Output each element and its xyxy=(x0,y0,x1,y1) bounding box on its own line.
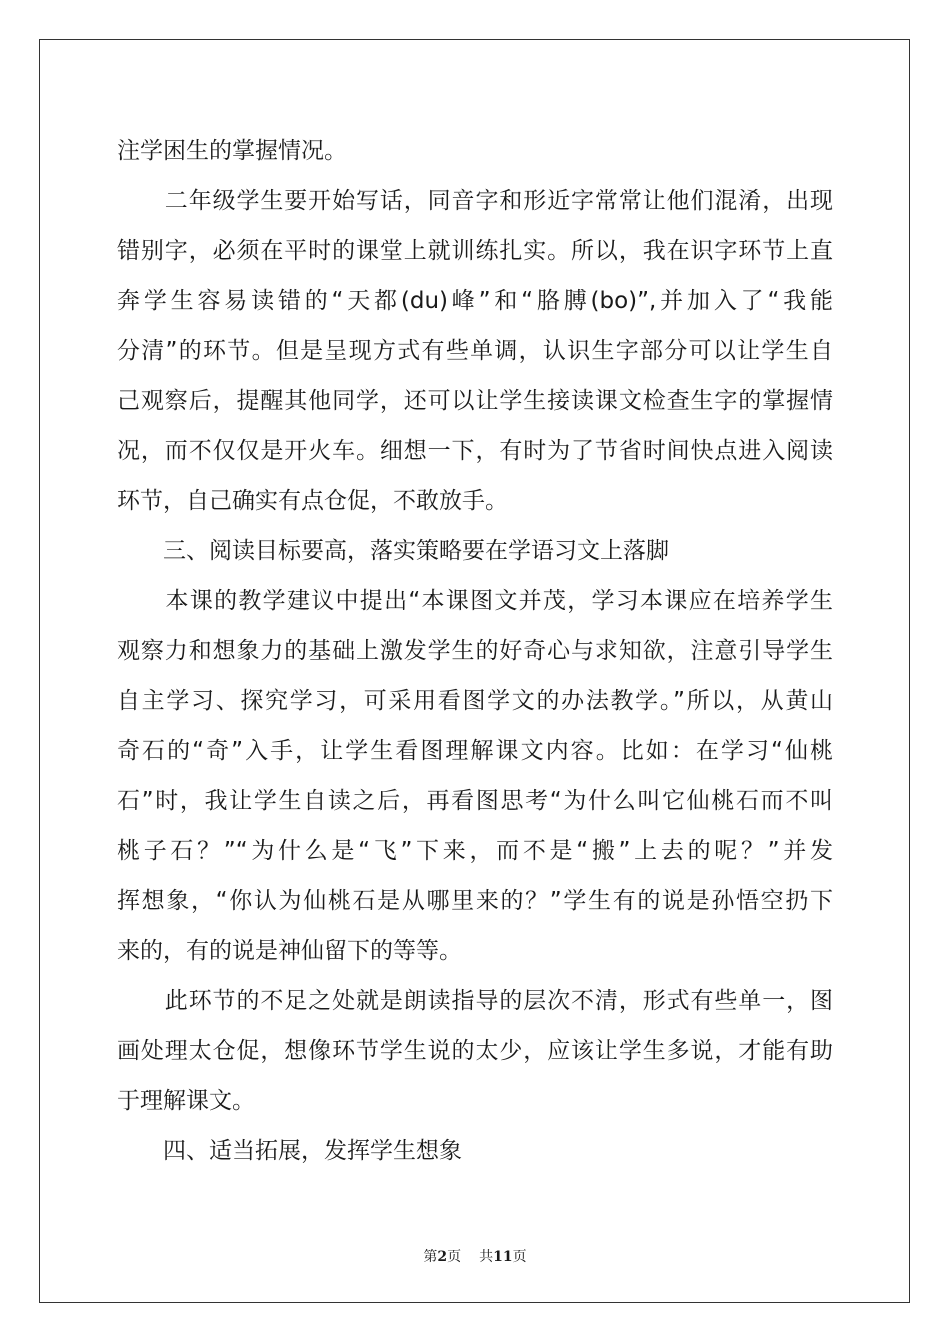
total-pages: 11 xyxy=(493,1249,513,1265)
text-line: 石”时，我让学生自读之后，再看图思考“为什么叫它仙桃石而不叫 xyxy=(117,788,833,814)
text-line: 观察力和想象力的基础上激发学生的好奇心与求知欲，注意引导学生 xyxy=(117,638,833,664)
text-line: 况，而不仅仅是开火车。细想一下，有时为了节省时间快点进入阅读 xyxy=(117,438,833,464)
text-line: 注学困生的掌握情况。 xyxy=(117,138,347,164)
total-prefix: 共 xyxy=(479,1249,494,1265)
text-line: 于理解课文。 xyxy=(117,1088,255,1114)
text-line: 奔学生容易读错的“天都(du)峰”和“胳膊(bo)”,并加入了“我能 xyxy=(117,288,833,314)
page-number: 2 xyxy=(437,1249,448,1265)
page-footer xyxy=(0,1247,950,1267)
text-line: 环节，自己确实有点仓促，不敢放手。 xyxy=(117,488,508,514)
total-suffix: 页 xyxy=(512,1249,527,1265)
text-line: 奇石的“奇”入手，让学生看图理解课文内容。比如：在学习“仙桃 xyxy=(117,738,833,764)
section-heading: 四、适当拓展，发挥学生想象 xyxy=(117,1138,462,1164)
text-line: 分清”的环节。但是呈现方式有些单调，认识生字部分可以让学生自 xyxy=(117,338,833,364)
text-line: 来的，有的说是神仙留下的等等。 xyxy=(117,938,462,964)
text-line: 此环节的不足之处就是朗读指导的层次不清，形式有些单一，图 xyxy=(117,988,833,1014)
page-suffix: 页 xyxy=(447,1249,462,1265)
text-line: 二年级学生要开始写话，同音字和形近字常常让他们混淆，出现 xyxy=(117,188,833,214)
page-prefix: 第 xyxy=(423,1249,438,1265)
text-line: 本课的教学建议中提出“本课图文并茂，学习本课应在培养学生 xyxy=(117,588,833,614)
text-line: 己观察后，提醒其他同学，还可以让学生接读课文检查生字的掌握情 xyxy=(117,388,833,414)
text-line: 画处理太仓促，想像环节学生说的太少，应该让学生多说，才能有助 xyxy=(117,1038,833,1064)
text-line: 挥想象，“你认为仙桃石是从哪里来的？”学生有的说是孙悟空扔下 xyxy=(117,888,833,914)
text-line: 错别字，必须在平时的课堂上就训练扎实。所以，我在识字环节上直 xyxy=(117,238,833,264)
text-line: 桃子石？”“为什么是“飞”下来，而不是“搬”上去的呢？”并发 xyxy=(117,838,833,864)
section-heading: 三、阅读目标要高，落实策略要在学语习文上落脚 xyxy=(117,538,669,564)
text-line: 自主学习、探究学习，可采用看图学文的办法教学。”所以，从黄山 xyxy=(117,688,833,714)
